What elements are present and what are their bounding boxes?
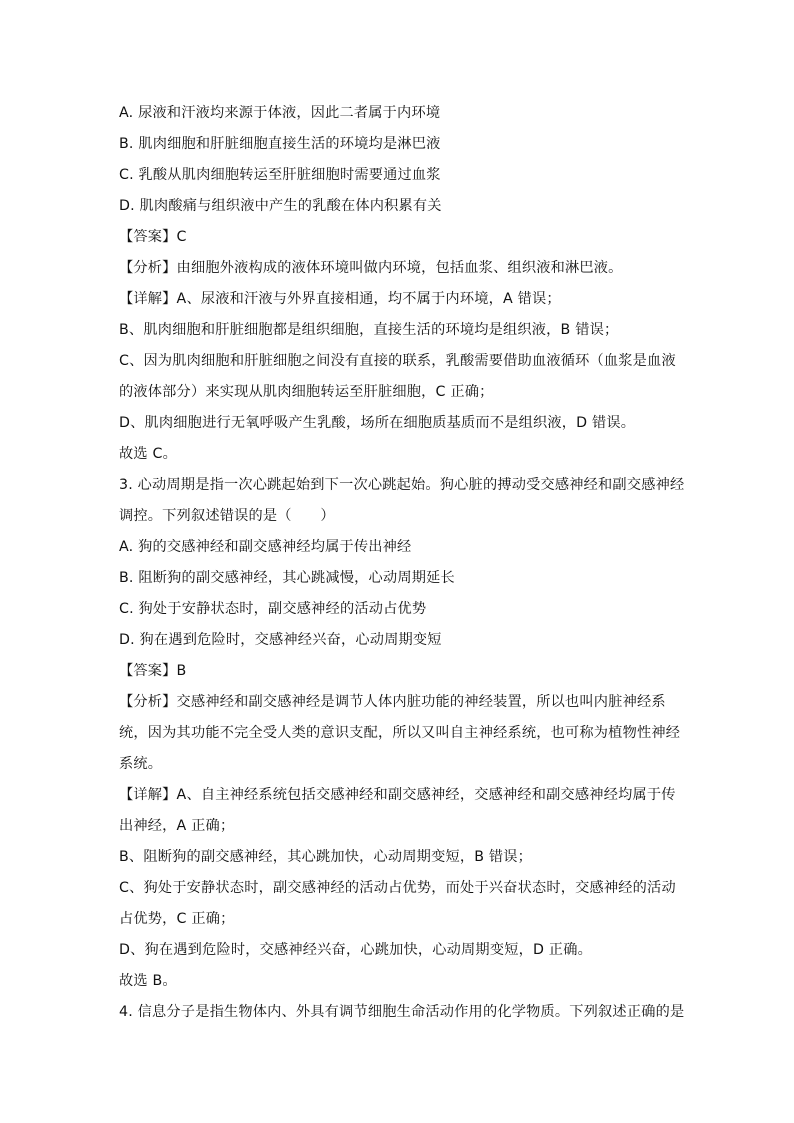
option-b-q2: B. 肌肉细胞和肝脏细胞直接生活的环境均是淋巴液: [119, 136, 441, 152]
explanation-q2-line-2: B、肌肉细胞和肝脏细胞都是组织细胞，直接生活的环境均是组织液，B 错误；: [119, 322, 619, 338]
option-a-q3: A. 狗的交感神经和副交感神经均属于传出神经: [119, 539, 412, 555]
conclusion-q3: 故选 B。: [119, 973, 177, 989]
explanation-q3-line-5: 占优势，C 正确；: [119, 911, 235, 927]
explanation-q3-line-6: D、狗在遇到危险时，交感神经兴奋，心跳加快，心动周期变短，D 正确。: [119, 942, 592, 958]
answer-q3: 【答案】B: [119, 663, 187, 679]
option-d-q2: D. 肌肉酸痛与组织液中产生的乳酸在体内积累有关: [119, 198, 442, 214]
conclusion-q2: 故选 C。: [119, 446, 177, 462]
option-b-q3: B. 阻断狗的副交感神经，其心跳减慢，心动周期延长: [119, 570, 455, 586]
question-3-stem-line-2: 调控。下列叙述错误的是（ ）: [119, 508, 335, 524]
question-4-stem-line-1: 4. 信息分子是指生物体内、外具有调节细胞生命活动作用的化学物质。下列叙述正确的是: [119, 1004, 685, 1020]
explanation-q2-line-1: 【详解】A、尿液和汗液与外界直接相通，均不属于内环境，A 错误；: [119, 291, 561, 307]
answer-q2: 【答案】C: [119, 229, 187, 245]
explanation-q2-line-4: 的液体部分）来实现从肌肉细胞转运至肝脏细胞，C 正确；: [119, 384, 494, 400]
explanation-q3-line-4: C、狗处于安静状态时，副交感神经的活动占优势，而处于兴奋状态时，交感神经的活动: [119, 880, 676, 896]
question-3-stem-line-1: 3. 心动周期是指一次心跳起始到下一次心跳起始。狗心脏的搏动受交感神经和副交感神经: [119, 477, 685, 493]
explanation-q3-line-1: 【详解】A、自主神经系统包括交感神经和副交感神经，交感神经和副交感神经均属于传: [119, 787, 676, 803]
explanation-q3-line-2: 出神经，A 正确；: [119, 818, 235, 834]
explanation-q3-line-3: B、阻断狗的副交感神经，其心跳加快，心动周期变短，B 错误；: [119, 849, 533, 865]
option-d-q3: D. 狗在遇到危险时，交感神经兴奋，心动周期变短: [119, 632, 442, 648]
option-a-q2: A. 尿液和汗液均来源于体液，因此二者属于内环境: [119, 105, 441, 121]
analysis-q3-line-1: 【分析】交感神经和副交感神经是调节人体内脏功能的神经装置，所以也叫内脏神经系: [119, 694, 666, 710]
explanation-q2-line-5: D、肌肉细胞进行无氧呼吸产生乳酸，场所在细胞质基质而不是组织液，D 错误。: [119, 415, 636, 431]
option-c-q2: C. 乳酸从肌肉细胞转运至肝脏细胞时需要通过血浆: [119, 167, 441, 183]
analysis-q3-line-2: 统，因为其功能不完全受人类的意识支配，所以又叫自主神经系统，也可称为植物性神经: [119, 725, 681, 741]
analysis-q3-line-3: 系统。: [119, 756, 163, 772]
analysis-q2: 【分析】由细胞外液构成的液体环境叫做内环境，包括血浆、组织液和淋巴液。: [119, 260, 623, 276]
explanation-q2-line-3: C、因为肌肉细胞和肝脏细胞之间没有直接的联系，乳酸需要借助血液循环（血浆是血液: [119, 353, 676, 369]
option-c-q3: C. 狗处于安静状态时，副交感神经的活动占优势: [119, 601, 427, 617]
